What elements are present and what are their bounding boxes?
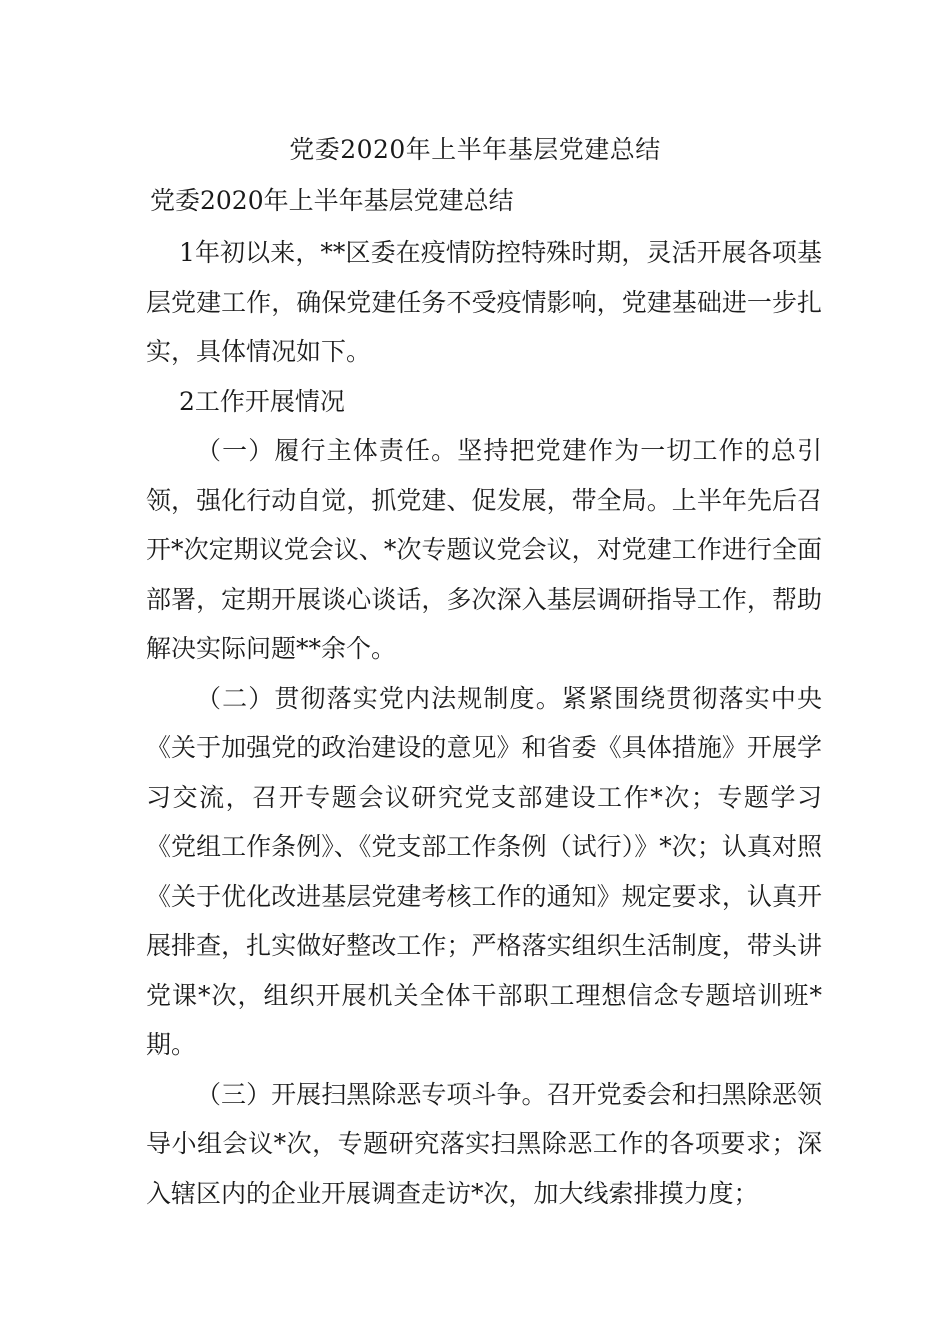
- document-title: 党委2020年上半年基层党建总结: [289, 135, 661, 164]
- paragraph-item-2: （二）贯彻落实党内法规制度。紧紧围绕贯彻落实中央《关于加强党的政治建设的意见》和省委《具体措施》开展学习交流，召开专题会议研究党支部建设工作*次；专题学习《党组工作条例》、《党支部工作条例（试行）》*次；认真对照《关于优化改进基层党建考核工作的通知》规定要求，认真开展排查，扎实做好整改工作；严格落实组织生活制度，带头讲党课*次，组织开展机关全体干部职工理想信念专题培训班*期。: [146, 683, 822, 1059]
- document-body: [146, 228, 822, 1218]
- paragraph-item-1: （一）履行主体责任。坚持把党建作为一切工作的总引领，强化行动自觉，抓党建、促发展，带全局。上半年先后召开*次定期议党会议、*次专题议党会议，对党建工作进行全面部署，定期开展谈心谈话，多次深入基层调研指导工作，帮助解决实际问题**余个。: [146, 436, 822, 663]
- paragraph-intro: 1年初以来，**区委在疫情防控特殊时期，灵活开展各项基层党建工作，确保党建任务不受疫情影响，党建基础进一步扎实，具体情况如下。: [146, 238, 822, 366]
- paragraph-item-3: （三）开展扫黑除恶专项斗争。召开党委会和扫黑除恶领导小组会议*次，专题研究落实扫黑除恶工作的各项要求；深入辖区内的企业开展调查走访*次，加大线索排摸力度；: [146, 1079, 822, 1208]
- paragraph-section-heading: 2工作开展情况: [179, 386, 345, 416]
- document-subtitle: 党委2020年上半年基层党建总结: [150, 186, 514, 215]
